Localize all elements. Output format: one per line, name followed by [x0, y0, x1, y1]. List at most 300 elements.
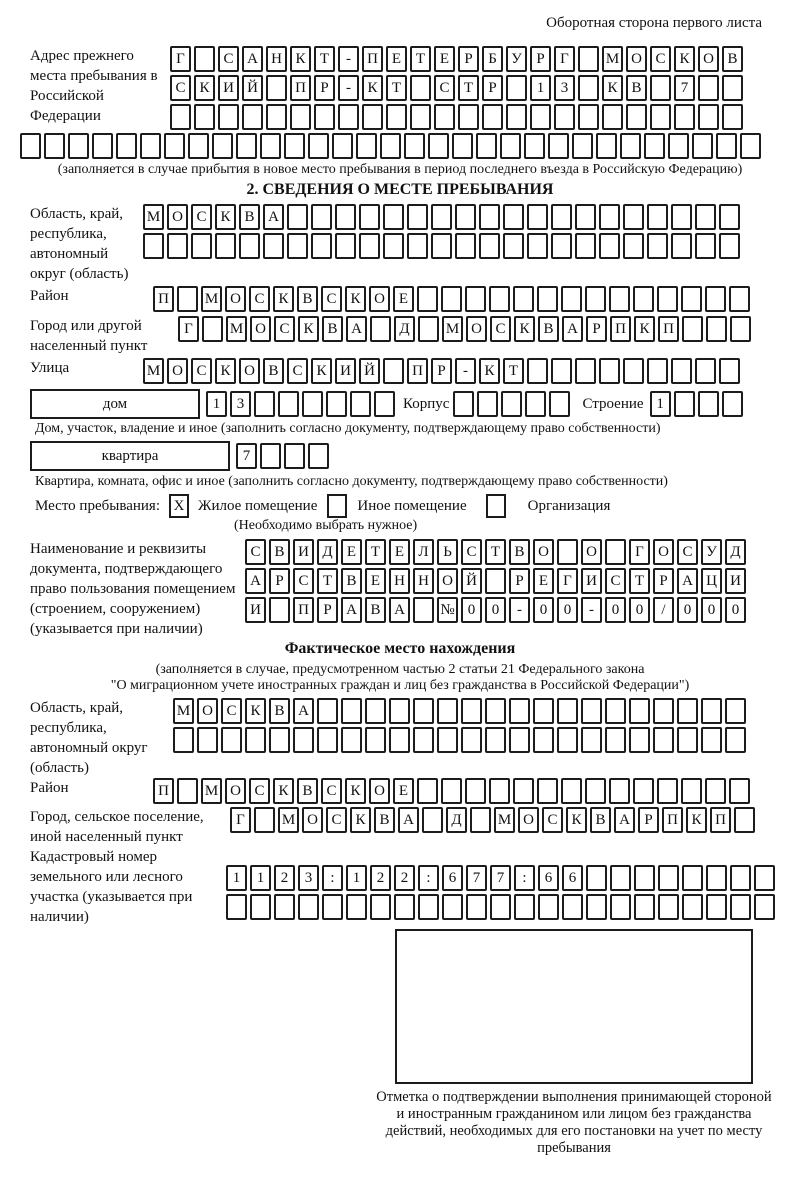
char-box: 0 — [629, 597, 650, 623]
char-box: С — [249, 286, 270, 312]
char-box: - — [338, 46, 359, 72]
char-box: Е — [341, 539, 362, 565]
char-box: К — [290, 46, 311, 72]
char-box — [383, 204, 404, 230]
char-box — [677, 727, 698, 753]
char-box — [537, 286, 558, 312]
char-box — [167, 233, 188, 259]
char-box — [557, 698, 578, 724]
char-box: Р — [269, 568, 290, 594]
doc-row-1 — [245, 539, 746, 565]
char-box — [575, 204, 596, 230]
char-box — [431, 204, 452, 230]
s2-gorod-label: Город или другой населенный пункт — [30, 318, 148, 354]
char-box: Т — [629, 568, 650, 594]
char-box: П — [293, 597, 314, 623]
char-box — [245, 727, 266, 753]
char-box — [671, 358, 692, 384]
char-box — [658, 865, 679, 891]
char-box: О — [167, 358, 188, 384]
char-box — [609, 286, 630, 312]
char-box: 3 — [298, 865, 319, 891]
char-box — [525, 391, 546, 417]
char-box — [610, 865, 631, 891]
char-box — [586, 865, 607, 891]
char-box: А — [263, 204, 284, 230]
char-box: 1 — [226, 865, 247, 891]
doc-row-3 — [245, 597, 746, 623]
char-box — [719, 358, 740, 384]
char-box: - — [581, 597, 602, 623]
char-box — [431, 233, 452, 259]
char-box: С — [605, 568, 626, 594]
char-box: В — [722, 46, 743, 72]
kvartira-box-label: квартира — [30, 441, 230, 471]
char-box — [202, 316, 223, 342]
char-box — [490, 894, 511, 920]
char-box — [682, 894, 703, 920]
char-box — [513, 286, 534, 312]
char-box: И — [581, 568, 602, 594]
s2-doc-block — [30, 539, 770, 639]
char-box — [465, 286, 486, 312]
char-box — [212, 133, 233, 159]
char-box: К — [273, 778, 294, 804]
char-box — [572, 133, 593, 159]
char-box — [754, 865, 775, 891]
char-box — [374, 391, 395, 417]
stay-type-block — [30, 494, 770, 518]
char-box: С — [650, 46, 671, 72]
char-box: К — [215, 358, 236, 384]
char-box — [317, 698, 338, 724]
char-box — [599, 358, 620, 384]
char-box — [302, 391, 323, 417]
char-box — [266, 104, 287, 130]
char-box: Г — [557, 568, 578, 594]
char-box: К — [345, 778, 366, 804]
char-box: А — [245, 568, 266, 594]
char-box: Р — [431, 358, 452, 384]
korpus-row — [453, 391, 570, 417]
char-box — [341, 698, 362, 724]
char-box: 0 — [605, 597, 626, 623]
char-box — [605, 698, 626, 724]
choose-note: (Необходимо выбрать нужное) — [234, 518, 418, 533]
char-box — [466, 894, 487, 920]
char-box — [441, 778, 462, 804]
char-box — [557, 727, 578, 753]
char-box — [527, 233, 548, 259]
char-box — [548, 133, 569, 159]
char-box: 1 — [346, 865, 367, 891]
char-box — [359, 233, 380, 259]
char-box — [514, 894, 535, 920]
char-box — [215, 233, 236, 259]
char-box — [274, 894, 295, 920]
char-box — [284, 443, 305, 469]
char-box: М — [226, 316, 247, 342]
char-box: / — [653, 597, 674, 623]
char-box — [647, 233, 668, 259]
char-box: О — [239, 358, 260, 384]
char-box — [332, 133, 353, 159]
char-box: О — [197, 698, 218, 724]
char-box — [455, 233, 476, 259]
char-box: С — [245, 539, 266, 565]
residential-label: Жилое помещение — [198, 498, 318, 514]
char-box: П — [290, 75, 311, 101]
char-box — [719, 233, 740, 259]
char-box: Г — [554, 46, 575, 72]
char-box — [533, 727, 554, 753]
char-box: К — [362, 75, 383, 101]
char-box — [602, 104, 623, 130]
char-box: - — [455, 358, 476, 384]
char-box: В — [341, 568, 362, 594]
s2-rayon-label: Район — [30, 288, 69, 304]
char-box: О — [302, 807, 323, 833]
char-box: У — [701, 539, 722, 565]
char-box — [605, 539, 626, 565]
char-box — [389, 727, 410, 753]
char-box — [575, 233, 596, 259]
char-box — [389, 698, 410, 724]
char-box — [503, 204, 524, 230]
char-box: Т — [410, 46, 431, 72]
prev-address-row-3 — [170, 104, 743, 130]
char-box — [644, 133, 665, 159]
char-box — [557, 539, 578, 565]
char-box — [674, 391, 695, 417]
char-box: П — [407, 358, 428, 384]
char-box: Н — [389, 568, 410, 594]
kadastr-row-1 — [226, 865, 775, 891]
char-box — [383, 358, 404, 384]
char-box — [489, 286, 510, 312]
s2-ulitsa-row — [143, 358, 740, 384]
char-box — [413, 727, 434, 753]
char-box: : — [514, 865, 535, 891]
char-box — [562, 894, 583, 920]
char-box: 0 — [461, 597, 482, 623]
char-box — [143, 233, 164, 259]
char-box — [418, 894, 439, 920]
char-box: О — [626, 46, 647, 72]
char-box — [623, 358, 644, 384]
char-box — [695, 204, 716, 230]
char-box — [657, 286, 678, 312]
char-box — [359, 204, 380, 230]
char-box — [706, 894, 727, 920]
char-box — [362, 104, 383, 130]
char-box: С — [326, 807, 347, 833]
stamp-area — [376, 929, 772, 1157]
fact-note-1: (заполняется в случае, предусмотренном частью 2 статьи 21 Федерального закона — [155, 662, 645, 677]
char-box — [290, 104, 311, 130]
char-box — [698, 391, 719, 417]
char-box: Д — [725, 539, 746, 565]
char-box — [407, 233, 428, 259]
char-box: 1 — [206, 391, 227, 417]
char-box: П — [153, 778, 174, 804]
char-box — [287, 204, 308, 230]
char-box — [509, 698, 530, 724]
char-box: В — [590, 807, 611, 833]
char-box — [269, 597, 290, 623]
char-box: М — [278, 807, 299, 833]
residential-checkbox: X — [169, 494, 189, 518]
char-box — [578, 104, 599, 130]
char-box: К — [311, 358, 332, 384]
char-box: О — [437, 568, 458, 594]
char-box — [585, 286, 606, 312]
char-box — [92, 133, 113, 159]
char-box — [437, 727, 458, 753]
char-box — [44, 133, 65, 159]
s2-gorod-row — [178, 316, 751, 342]
korpus-label: Корпус — [403, 396, 450, 412]
char-box — [681, 778, 702, 804]
char-box — [530, 104, 551, 130]
char-box — [716, 133, 737, 159]
char-box — [730, 316, 751, 342]
char-box: В — [297, 778, 318, 804]
char-box — [428, 133, 449, 159]
char-box — [417, 286, 438, 312]
char-box: 0 — [677, 597, 698, 623]
char-box — [754, 894, 775, 920]
char-box: А — [346, 316, 367, 342]
char-box: У — [506, 46, 527, 72]
char-box — [501, 391, 522, 417]
char-box: Е — [533, 568, 554, 594]
char-box: А — [293, 698, 314, 724]
doc-label: Наименование и реквизиты документа, подтверждающего право пользования помещением (строением, сооружением) (указывается при наличии) — [30, 541, 236, 637]
char-box: 1 — [650, 391, 671, 417]
char-box — [370, 894, 391, 920]
char-box — [254, 391, 275, 417]
fact-gorod-block — [30, 807, 770, 847]
char-box — [140, 133, 161, 159]
char-box — [695, 358, 716, 384]
char-box: 0 — [533, 597, 554, 623]
char-box: О — [466, 316, 487, 342]
char-box — [581, 698, 602, 724]
char-box — [682, 316, 703, 342]
char-box: 0 — [701, 597, 722, 623]
char-box — [479, 233, 500, 259]
char-box: 7 — [490, 865, 511, 891]
char-box: 3 — [230, 391, 251, 417]
char-box: С — [249, 778, 270, 804]
char-box — [20, 133, 41, 159]
char-box: Г — [629, 539, 650, 565]
char-box: В — [269, 539, 290, 565]
fact-rayon-row — [153, 778, 750, 804]
char-box — [383, 233, 404, 259]
fact-rayon-block — [30, 778, 770, 804]
char-box — [453, 391, 474, 417]
char-box: С — [434, 75, 455, 101]
char-box: М — [442, 316, 463, 342]
char-box: В — [626, 75, 647, 101]
char-box: С — [170, 75, 191, 101]
char-box: М — [173, 698, 194, 724]
char-box — [575, 358, 596, 384]
char-box: Р — [482, 75, 503, 101]
char-box — [218, 104, 239, 130]
char-box — [266, 75, 287, 101]
fact-note-2: "О миграционном учете иностранных граждан и лиц без гражданства в Российской Федерации") — [110, 678, 690, 693]
char-box: - — [509, 597, 530, 623]
char-box: К — [273, 286, 294, 312]
char-box — [260, 133, 281, 159]
char-box: Д — [394, 316, 415, 342]
char-box — [537, 778, 558, 804]
prev-address-row-2 — [170, 75, 743, 101]
char-box: Б — [482, 46, 503, 72]
fact-oblast-label: Область, край, республика, автономный округ (область) — [30, 700, 148, 776]
fact-rayon-label: Район — [30, 780, 69, 796]
char-box — [482, 104, 503, 130]
kadastr-block — [30, 847, 770, 927]
char-box — [341, 727, 362, 753]
s2-rayon-row — [153, 286, 750, 312]
char-box: В — [322, 316, 343, 342]
char-box — [705, 778, 726, 804]
char-box: О — [653, 539, 674, 565]
fact-gorod-label: Город, сельское поселение, иной населенный пункт — [30, 809, 204, 845]
char-box: О — [533, 539, 554, 565]
char-box — [725, 727, 746, 753]
char-box — [413, 698, 434, 724]
char-box: К — [634, 316, 655, 342]
char-box: Т — [458, 75, 479, 101]
char-box: Р — [458, 46, 479, 72]
char-box: 1 — [250, 865, 271, 891]
char-box: 0 — [485, 597, 506, 623]
s2-oblast-block — [30, 204, 770, 284]
dom-note: Дом, участок, владение и иное (заполнить согласно документу, подтверждающему право собственности) — [35, 421, 661, 436]
char-box — [476, 133, 497, 159]
char-box: Т — [317, 568, 338, 594]
char-box — [734, 807, 755, 833]
char-box: 2 — [274, 865, 295, 891]
doc-row-2 — [245, 568, 746, 594]
s2-ulitsa-label: Улица — [30, 360, 70, 376]
char-box — [311, 204, 332, 230]
char-box — [538, 894, 559, 920]
char-box — [269, 727, 290, 753]
char-box — [350, 391, 371, 417]
char-box: А — [398, 807, 419, 833]
prev-address-row-4 — [20, 133, 770, 159]
char-box — [410, 75, 431, 101]
char-box — [418, 316, 439, 342]
fact-oblast-row-1 — [173, 698, 746, 724]
char-box: Е — [393, 778, 414, 804]
char-box — [442, 894, 463, 920]
char-box — [293, 727, 314, 753]
s2-rayon-block — [30, 286, 770, 312]
char-box — [506, 104, 527, 130]
stroenie-row — [650, 391, 743, 417]
char-box: 6 — [538, 865, 559, 891]
char-box — [719, 204, 740, 230]
char-box — [226, 894, 247, 920]
char-box: Л — [413, 539, 434, 565]
char-box — [407, 204, 428, 230]
stamp-caption: Отметка о подтверждении выполнения принимающей стороной и иностранным гражданином или лицом без гражданства действий, необходимых для его постановки на учет по месту пребывания — [376, 1089, 772, 1156]
fact-gorod-row — [230, 807, 755, 833]
char-box — [657, 778, 678, 804]
char-box: Ь — [437, 539, 458, 565]
char-box: Р — [509, 568, 530, 594]
char-box — [706, 865, 727, 891]
char-box: : — [418, 865, 439, 891]
char-box: В — [239, 204, 260, 230]
char-box — [308, 443, 329, 469]
char-box: С — [321, 286, 342, 312]
char-box — [623, 204, 644, 230]
char-box — [194, 46, 215, 72]
char-box — [287, 233, 308, 259]
char-box — [177, 286, 198, 312]
char-box: Р — [314, 75, 335, 101]
char-box — [596, 133, 617, 159]
char-box — [677, 698, 698, 724]
char-box: П — [610, 316, 631, 342]
char-box — [730, 894, 751, 920]
s2-dom-block — [30, 389, 770, 419]
char-box — [284, 133, 305, 159]
char-box — [682, 865, 703, 891]
char-box: 0 — [725, 597, 746, 623]
char-box — [452, 133, 473, 159]
char-box — [410, 104, 431, 130]
char-box — [533, 698, 554, 724]
char-box — [458, 104, 479, 130]
page-header-note: Оборотная сторона первого листа — [546, 15, 762, 31]
char-box — [653, 727, 674, 753]
char-box — [681, 286, 702, 312]
char-box — [695, 233, 716, 259]
char-box — [586, 894, 607, 920]
char-box — [500, 133, 521, 159]
char-box — [610, 894, 631, 920]
char-box — [170, 104, 191, 130]
fact-title: Фактическое место нахождения — [284, 640, 516, 657]
char-box: К — [566, 807, 587, 833]
char-box — [254, 807, 275, 833]
char-box: М — [143, 204, 164, 230]
char-box — [326, 391, 347, 417]
char-box — [554, 104, 575, 130]
stamp-box — [395, 929, 753, 1084]
char-box — [173, 727, 194, 753]
char-box: А — [389, 597, 410, 623]
char-box — [698, 104, 719, 130]
char-box: К — [345, 286, 366, 312]
char-box: 7 — [674, 75, 695, 101]
char-box: Д — [446, 807, 467, 833]
char-box — [188, 133, 209, 159]
char-box: Й — [461, 568, 482, 594]
char-box: Г — [230, 807, 251, 833]
char-box: М — [494, 807, 515, 833]
char-box — [729, 286, 750, 312]
